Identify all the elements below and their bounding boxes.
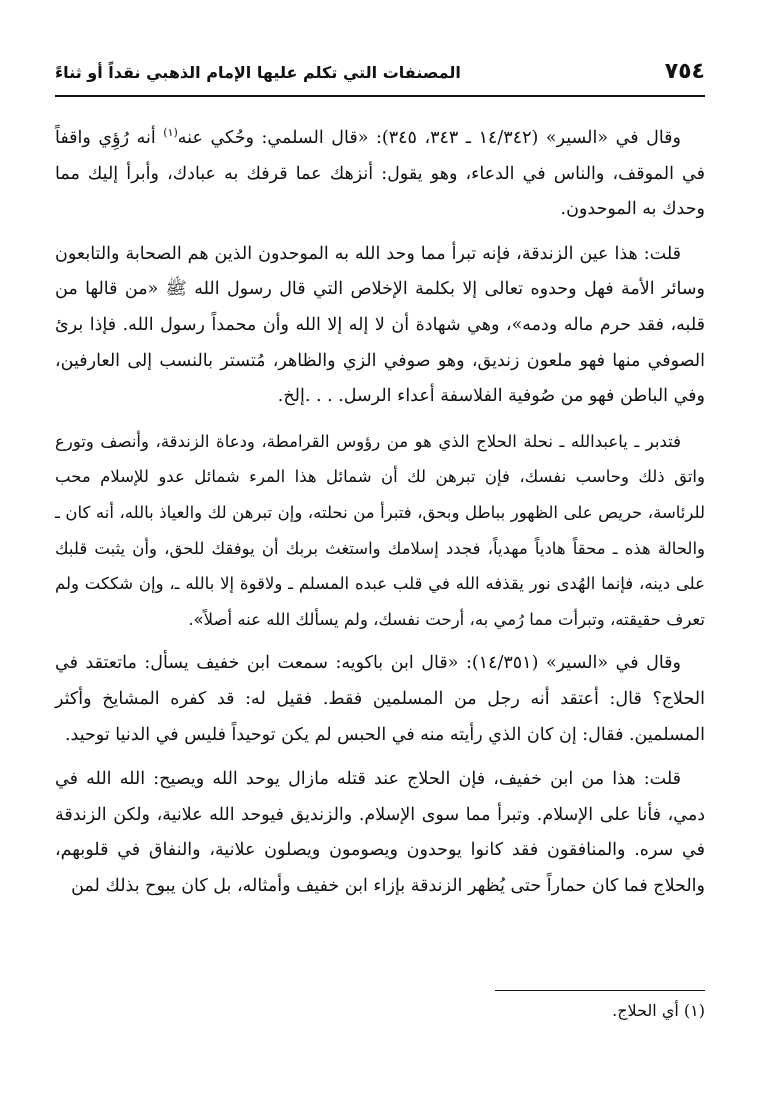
footnote-marker: (١) xyxy=(683,1001,705,1020)
paragraph-text: أنه رُؤِي واقفاً في الموقف، والناس في الدعاء، وهو يقول: أنزهك عما قرفك به عبادك، وأبرأ إليك مما وحدك به الموحدون. xyxy=(55,128,705,220)
footnote-text: أي الحلاج. xyxy=(612,1001,679,1020)
running-title: المصنفات التي تكلم عليها الإمام الذهبي نقداً أو ثناءً xyxy=(55,63,461,82)
paragraph-3: فتدبر ـ ياعبدالله ـ نحلة الحلاج الذي هو من رؤوس القرامطة، ودعاة الزندقة، وأنصف وتورع واتق ذلك وحاسب نفسك، فإن تبرهن لك أن شمائل هذا المرء شمائل عدو للإسلام محب للرئاسة، حريص على الظهور بباطل وبحق، فتبرأ من نحلته، وإن تبرهن لك والعياذ بالله، أنه كان ـ والحالة هذه ـ محقاً هادياً مهدياً، فجدد إسلامك واستغث بربك أن يوفقك للحق، وأن يثبت قلبك على دينه، فإنما الهُدى نور يقذفه الله في قلب عبده المسلم ـ ولاقوة إلا بالله ـ، وإن شككت ولم تعرف حقيقته، وتبرأت مما رُمي به، أرحت نفسك، ولم يسألك الله عنه أصلاً». xyxy=(55,431,705,629)
paragraph-2: قلت: هذا عين الزندقة، فإنه تبرأ مما وحد الله به الموحدون الذين هم الصحابة والتابعون وسائر الأمة فهل وحدوه تعالى إلا بكلمة الإخلاص التي قال رسول الله ﷺ «من قالها من قلبه، فقد حرم ماله ودمه»، وهي شهادة أن لا إله إلا الله وأن محمداً رسول الله. فإذا برئ الصوفي منها فهو ملعون زنديق، وهو صوفي الزي والظاهر، مُتستر بالنسب إلى العارفين، وفي الباطن فهو من صُوفية الفلاسفة أعداء الرسل. . . .إلخ. xyxy=(55,243,705,407)
page-body xyxy=(55,121,705,904)
page-header xyxy=(55,55,705,97)
footnote-separator xyxy=(495,990,705,991)
book-page xyxy=(55,55,705,1055)
footnote xyxy=(55,1001,705,1020)
paragraph-text: وقال في «السير» (١٤/٣٤٢ ـ ٣٤٣، ٣٤٥): «قال السلمي: وحُكي عنه xyxy=(177,128,681,148)
paragraph-5: قلت: هذا من ابن خفيف، فإن الحلاج عند قتله مازال يوحد الله ويصيح: الله الله في دمي، فأنا على الإسلام. وتبرأ مما سوى الإسلام. والزنديق فيوحد الله علانية، ولكن الزندقة في سره. والمنافقون فقد كانوا يوحدون ويصومون ويصلون علانية، والنفاق في قلوبهم، والحلاج فما كان حماراً حتى يُظهر الزندقة بإزاء ابن خفيف وأمثاله، بل كان يبوح بذلك لمن xyxy=(55,769,705,896)
footnote-reference[interactable]: (١) xyxy=(163,126,178,140)
paragraph-4: وقال في «السير» (١٤/٣٥١): «قال ابن باكويه: سمعت ابن خفيف يسأل: ماتعتقد في الحلاج؟ قال: أعتقد أنه رجل من المسلمين فقط. فقيل له: قد كفره المشايخ وأكثر المسلمين. فقال: إن كان الذي رأيته منه في الحبس لم يكن توحيداً فليس في الدنيا توحيد. xyxy=(55,653,705,745)
paragraph-1 xyxy=(55,121,705,228)
page-number: ٧٥٤ xyxy=(664,59,705,84)
